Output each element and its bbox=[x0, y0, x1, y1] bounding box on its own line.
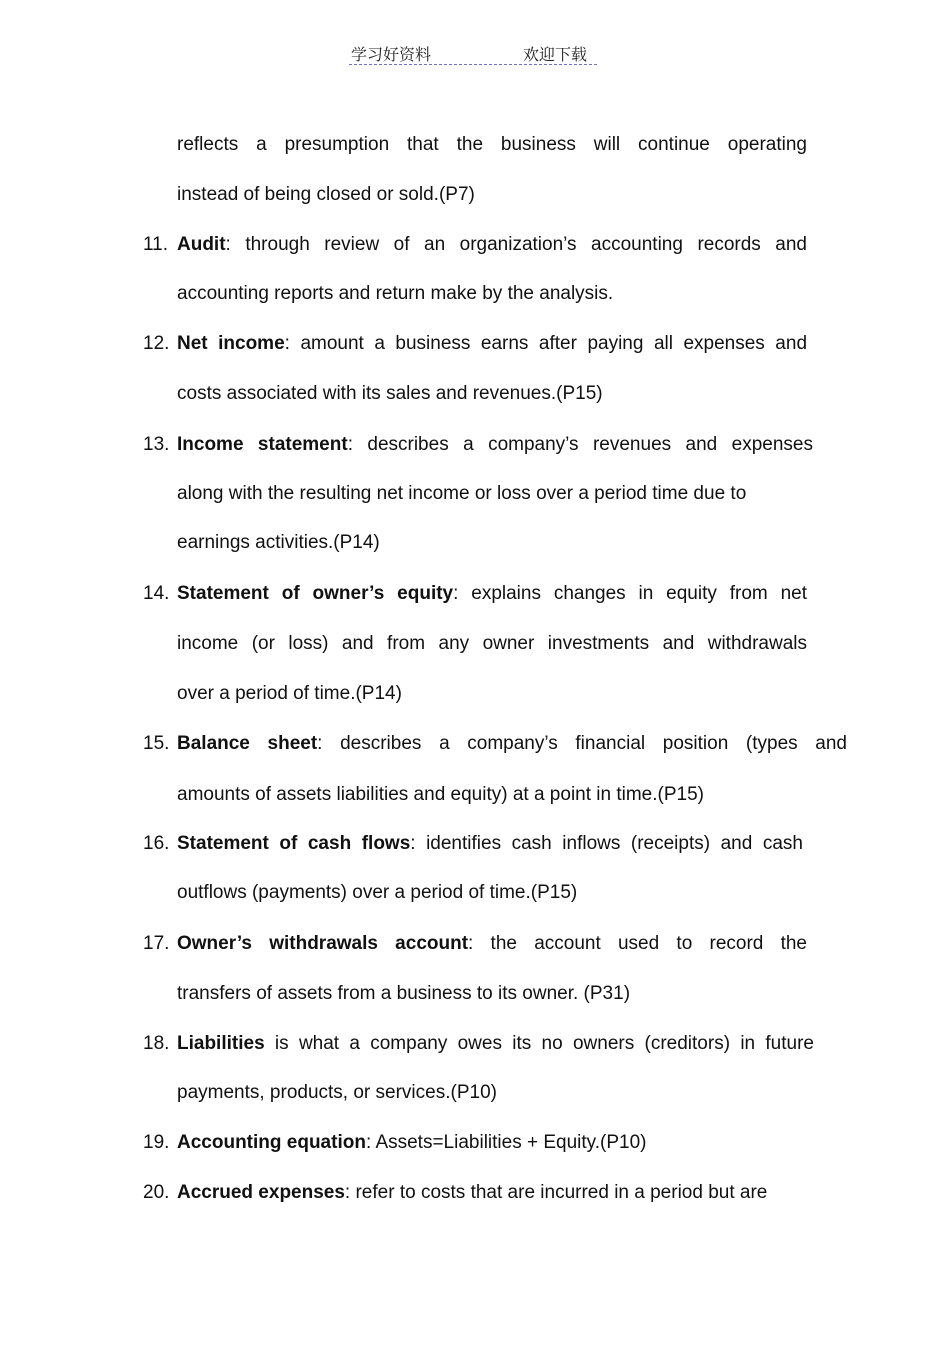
definition-text: : describes a company’s financial position (types and bbox=[317, 733, 847, 754]
page-header bbox=[349, 40, 597, 65]
definition-line bbox=[177, 1181, 767, 1205]
term: Statement of owner’s equity bbox=[177, 583, 454, 604]
item-number: 11. bbox=[143, 234, 169, 255]
term: Accrued expenses bbox=[177, 1182, 345, 1203]
definition-line: amounts of assets liabilities and equity) at a point in time.(P15) bbox=[177, 784, 704, 805]
definition-line: transfers of assets from a business to its owner. (P31) bbox=[177, 983, 631, 1004]
definition-line: along with the resulting net income or loss over a period time due to bbox=[177, 483, 747, 504]
definition-line bbox=[177, 332, 807, 356]
term: Liabilities bbox=[177, 1033, 265, 1054]
definition-line bbox=[177, 433, 813, 457]
definition-line bbox=[177, 233, 807, 257]
item-number: 16. bbox=[143, 833, 170, 854]
term: Income statement bbox=[177, 434, 348, 455]
term: Audit bbox=[177, 234, 226, 255]
header-right-text: 欢迎下载 bbox=[523, 45, 588, 64]
item-number: 12. bbox=[143, 333, 170, 354]
definition-line bbox=[177, 932, 807, 956]
definition-line bbox=[177, 1032, 814, 1056]
header-left-text: 学习好资料 bbox=[351, 45, 432, 64]
term: Net income bbox=[177, 333, 285, 354]
definition-line: outflows (payments) over a period of time.(P15) bbox=[177, 882, 578, 903]
definition-line: over a period of time.(P14) bbox=[177, 683, 402, 704]
item-number: 19. bbox=[143, 1132, 170, 1153]
item-number: 18. bbox=[143, 1033, 170, 1054]
term: Owner’s withdrawals account bbox=[177, 933, 469, 954]
item-number: 14. bbox=[143, 583, 170, 604]
item-number: 17. bbox=[143, 933, 170, 954]
definition-text: : describes a company’s revenues and expenses bbox=[347, 434, 813, 455]
definition-text: : refer to costs that are incurred in a period but are bbox=[344, 1182, 768, 1203]
item-number: 15. bbox=[143, 733, 170, 754]
term: Statement of cash flows bbox=[177, 833, 411, 854]
definition-text: : Assets=Liabilities + Equity.(P10) bbox=[365, 1132, 647, 1153]
definition-text: : identifies cash inflows (receipts) and cash bbox=[410, 833, 803, 854]
definition-line: earnings activities.(P14) bbox=[177, 532, 380, 553]
definition-text: is what a company owes its no owners (creditors) in future bbox=[264, 1033, 814, 1054]
definition-line bbox=[177, 1131, 647, 1155]
definition-line: accounting reports and return make by the analysis. bbox=[177, 283, 614, 304]
term: Accounting equation bbox=[177, 1132, 366, 1153]
intro-line-2: instead of being closed or sold.(P7) bbox=[177, 184, 475, 205]
item-number: 20. bbox=[143, 1182, 170, 1203]
definition-line bbox=[177, 582, 807, 606]
definition-line: costs associated with its sales and revenues.(P15) bbox=[177, 383, 603, 404]
definition-line bbox=[177, 832, 803, 856]
definition-text: : through review of an organization’s accounting records and bbox=[225, 234, 807, 255]
definition-line: income (or loss) and from any owner investments and withdrawals bbox=[177, 633, 807, 654]
definition-text: : amount a business earns after paying all expenses and bbox=[284, 333, 808, 354]
intro-line-1: reflects a presumption that the business will continue operating bbox=[177, 134, 807, 155]
definition-text: : explains changes in equity from net bbox=[453, 583, 808, 604]
definition-text: : the account used to record the bbox=[468, 933, 808, 954]
term: Balance sheet bbox=[177, 733, 318, 754]
item-number: 13. bbox=[143, 434, 170, 455]
definition-line: payments, products, or services.(P10) bbox=[177, 1082, 497, 1103]
definition-line bbox=[177, 732, 847, 756]
